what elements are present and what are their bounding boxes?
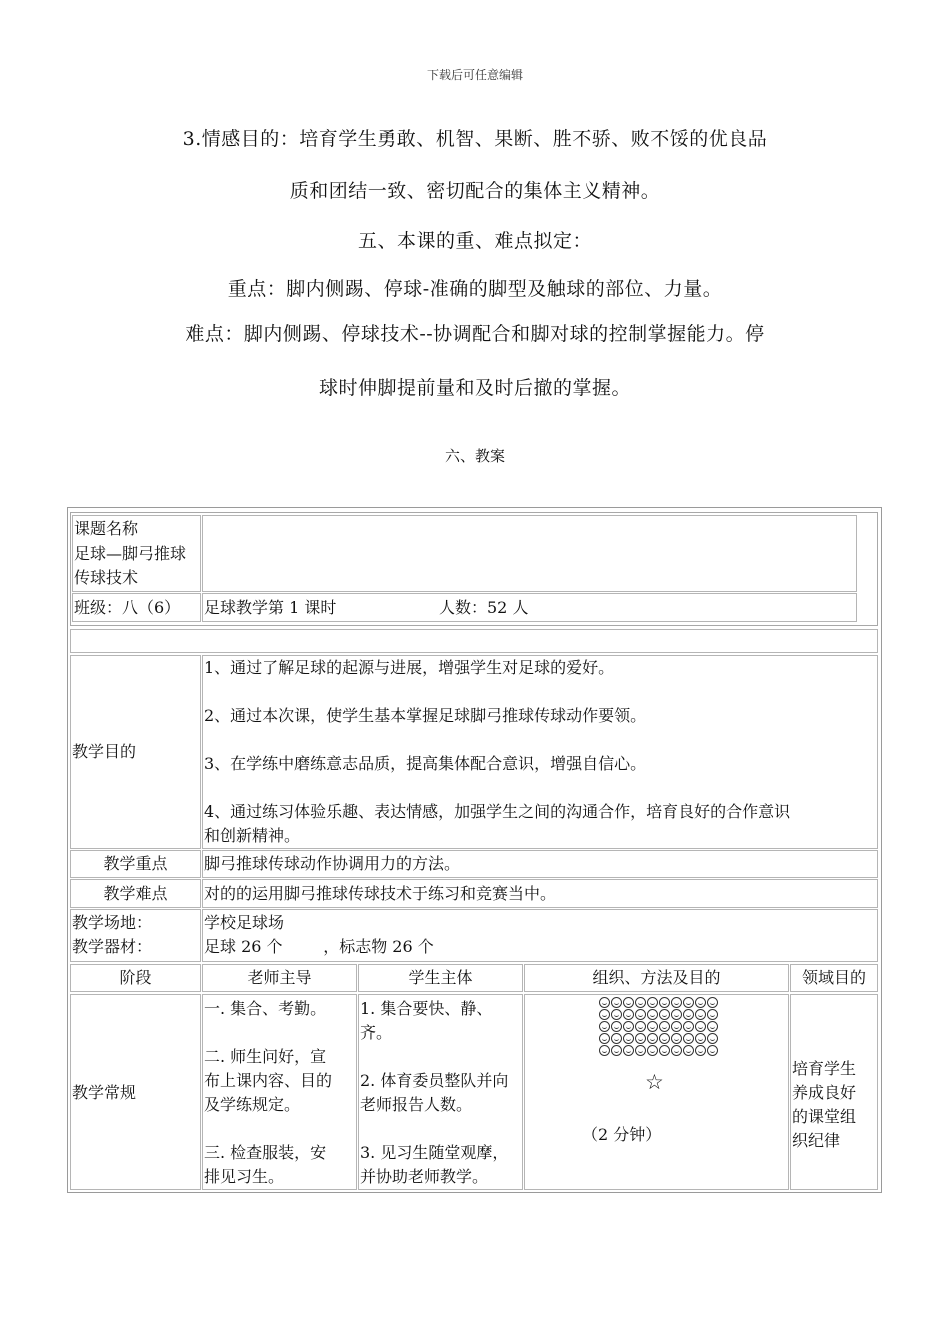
student-line-5: 老师报告人数。: [360, 1095, 473, 1114]
student-icon: [611, 997, 622, 1008]
header-student: 学生主体: [408, 968, 473, 987]
student-icon: [707, 1033, 718, 1044]
student-icon: [635, 1009, 646, 1020]
student-icon: [635, 1045, 646, 1056]
paragraph-key-point: 重点：脚内侧踢、停球-准确的脚型及触球的部位、力量。: [227, 278, 723, 300]
student-icon: [671, 1009, 682, 1020]
student-icon: [599, 1009, 610, 1020]
student-icon: [671, 997, 682, 1008]
student-icon: [707, 1045, 718, 1056]
domain-line-3: 的课堂组: [792, 1107, 857, 1126]
teacher-star-icon: ☆: [645, 1070, 664, 1094]
section-title: 六、教案: [444, 447, 505, 465]
student-line-1: 1. 集合要快、静、: [360, 999, 493, 1018]
topic-value-cell: [202, 515, 857, 592]
student-icon: [695, 1009, 706, 1020]
equipment-text: 足球 26 个 ，标志物 26 个: [204, 937, 434, 956]
objective-4-cont: 和创新精神。: [204, 826, 301, 845]
student-icon: [611, 1045, 622, 1056]
student-icon: [671, 1021, 682, 1032]
objectives-label: 教学目的: [72, 742, 137, 761]
student-icon: [647, 1009, 658, 1020]
student-icon: [659, 1021, 670, 1032]
student-icon: [599, 1033, 610, 1044]
formation-row-5: [598, 1045, 718, 1057]
student-icon: [695, 997, 706, 1008]
student-icon: [623, 1009, 634, 1020]
formation-diagram: [598, 997, 718, 1057]
student-icon: [623, 997, 634, 1008]
header-organization: 组织、方法及目的: [592, 968, 721, 987]
teacher-line-1: 一. 集合、考勤。: [204, 999, 327, 1018]
objective-4: 4、通过练习体验乐趣、表达情感，加强学生之间的沟通合作，培育良好的合作意识: [204, 802, 791, 821]
teacher-line-8: 排见习生。: [204, 1167, 285, 1186]
student-icon: [683, 997, 694, 1008]
teacher-line-4: 布上课内容、目的: [204, 1071, 333, 1090]
topic-label-line-1: 课题名称: [74, 519, 139, 538]
student-icon: [635, 1021, 646, 1032]
teacher-line-7: 三. 检查服装，安: [204, 1143, 327, 1162]
topic-label-line-2: 足球—脚弓推球: [74, 544, 187, 563]
paragraph-difficulty-2: 球时伸脚提前量和及时后撤的掌握。: [318, 377, 631, 399]
student-icon: [599, 1021, 610, 1032]
spacer-row: [70, 629, 878, 653]
header-stage: 阶段: [119, 968, 152, 987]
topic-label-line-3: 传球技术: [74, 568, 139, 587]
student-icon: [647, 1033, 658, 1044]
key-label: 教学重点: [103, 854, 168, 873]
student-line-8: 并协助老师教学。: [360, 1167, 489, 1186]
student-line-7: 3. 见习生随堂观摩，: [360, 1143, 509, 1162]
lesson-info: 足球教学第 1 课时: [204, 598, 337, 617]
student-icon: [671, 1033, 682, 1044]
student-icon: [671, 1045, 682, 1056]
key-text: 脚弓推球传球动作协调用力的方法。: [204, 854, 461, 873]
teacher-line-5: 及学练规定。: [204, 1095, 301, 1114]
student-icon: [635, 997, 646, 1008]
student-icon: [659, 997, 670, 1008]
header-teacher: 老师主导: [247, 968, 312, 987]
student-icon: [599, 1045, 610, 1056]
student-icon: [623, 1033, 634, 1044]
objective-3: 3、在学练中磨练意志品质，提高集体配合意识，增强自信心。: [204, 754, 647, 773]
domain-line-2: 养成良好: [792, 1083, 857, 1102]
student-icon: [659, 1033, 670, 1044]
routine-label: 教学常规: [72, 1083, 137, 1102]
paragraph-difficulty-1: 难点：脚内侧踢、停球技术--协调配合和脚对球的控制掌握能力。停: [185, 323, 765, 345]
objective-1: 1、通过了解足球的起源与进展，增强学生对足球的爱好。: [204, 658, 615, 677]
domain-line-4: 织纪律: [792, 1131, 841, 1150]
header-note: 下载后可任意编辑: [426, 68, 523, 82]
equipment-label: 教学器材：: [72, 937, 153, 956]
formation-row-3: [598, 1021, 718, 1033]
student-line-4: 2. 体育委员整队并向: [360, 1071, 509, 1090]
organization-time: （2 分钟）: [582, 1125, 662, 1144]
student-icon: [683, 1045, 694, 1056]
student-icon: [611, 1009, 622, 1020]
headcount: 人数：52 人: [439, 598, 529, 617]
formation-row-4: [598, 1033, 718, 1045]
student-icon: [707, 1009, 718, 1020]
formation-row-1: [598, 997, 718, 1009]
student-icon: [695, 1021, 706, 1032]
student-icon: [683, 1009, 694, 1020]
student-icon: [683, 1033, 694, 1044]
student-icon: [611, 1033, 622, 1044]
student-icon: [659, 1045, 670, 1056]
paragraph-affective-goal-2: 质和团结一致、密切配合的集体主义精神。: [289, 180, 661, 202]
student-icon: [695, 1033, 706, 1044]
class-label: 班级：八（6）: [74, 598, 181, 617]
student-icon: [707, 1021, 718, 1032]
student-icon: [707, 997, 718, 1008]
venue-text: 学校足球场: [204, 913, 285, 932]
student-icon: [683, 1021, 694, 1032]
student-icon: [647, 1021, 658, 1032]
paragraph-affective-goal-1: 3.情感目的：培育学生勇敢、机智、果断、胜不骄、败不馁的优良品: [182, 128, 768, 150]
paragraph-section-five: 五、本课的重、难点拟定：: [357, 230, 592, 252]
student-line-2: 齐。: [360, 1023, 393, 1042]
student-icon: [647, 1045, 658, 1056]
student-icon: [611, 1021, 622, 1032]
difficulty-label: 教学难点: [103, 884, 168, 903]
student-icon: [695, 1045, 706, 1056]
student-icon: [635, 1033, 646, 1044]
student-icon: [623, 1045, 634, 1056]
objective-2: 2、通过本次课，使学生基本掌握足球脚弓推球传球动作要领。: [204, 706, 647, 725]
student-icon: [659, 1009, 670, 1020]
student-icon: [647, 997, 658, 1008]
student-icon: [599, 997, 610, 1008]
header-domain: 领域目的: [801, 968, 866, 987]
difficulty-text: 对的的运用脚弓推球传球技术于练习和竞赛当中。: [204, 884, 557, 903]
student-icon: [623, 1021, 634, 1032]
venue-label: 教学场地：: [72, 913, 153, 932]
formation-row-2: [598, 1009, 718, 1021]
teacher-line-3: 二. 师生问好，宣: [204, 1047, 327, 1066]
domain-line-1: 培育学生: [792, 1059, 857, 1078]
